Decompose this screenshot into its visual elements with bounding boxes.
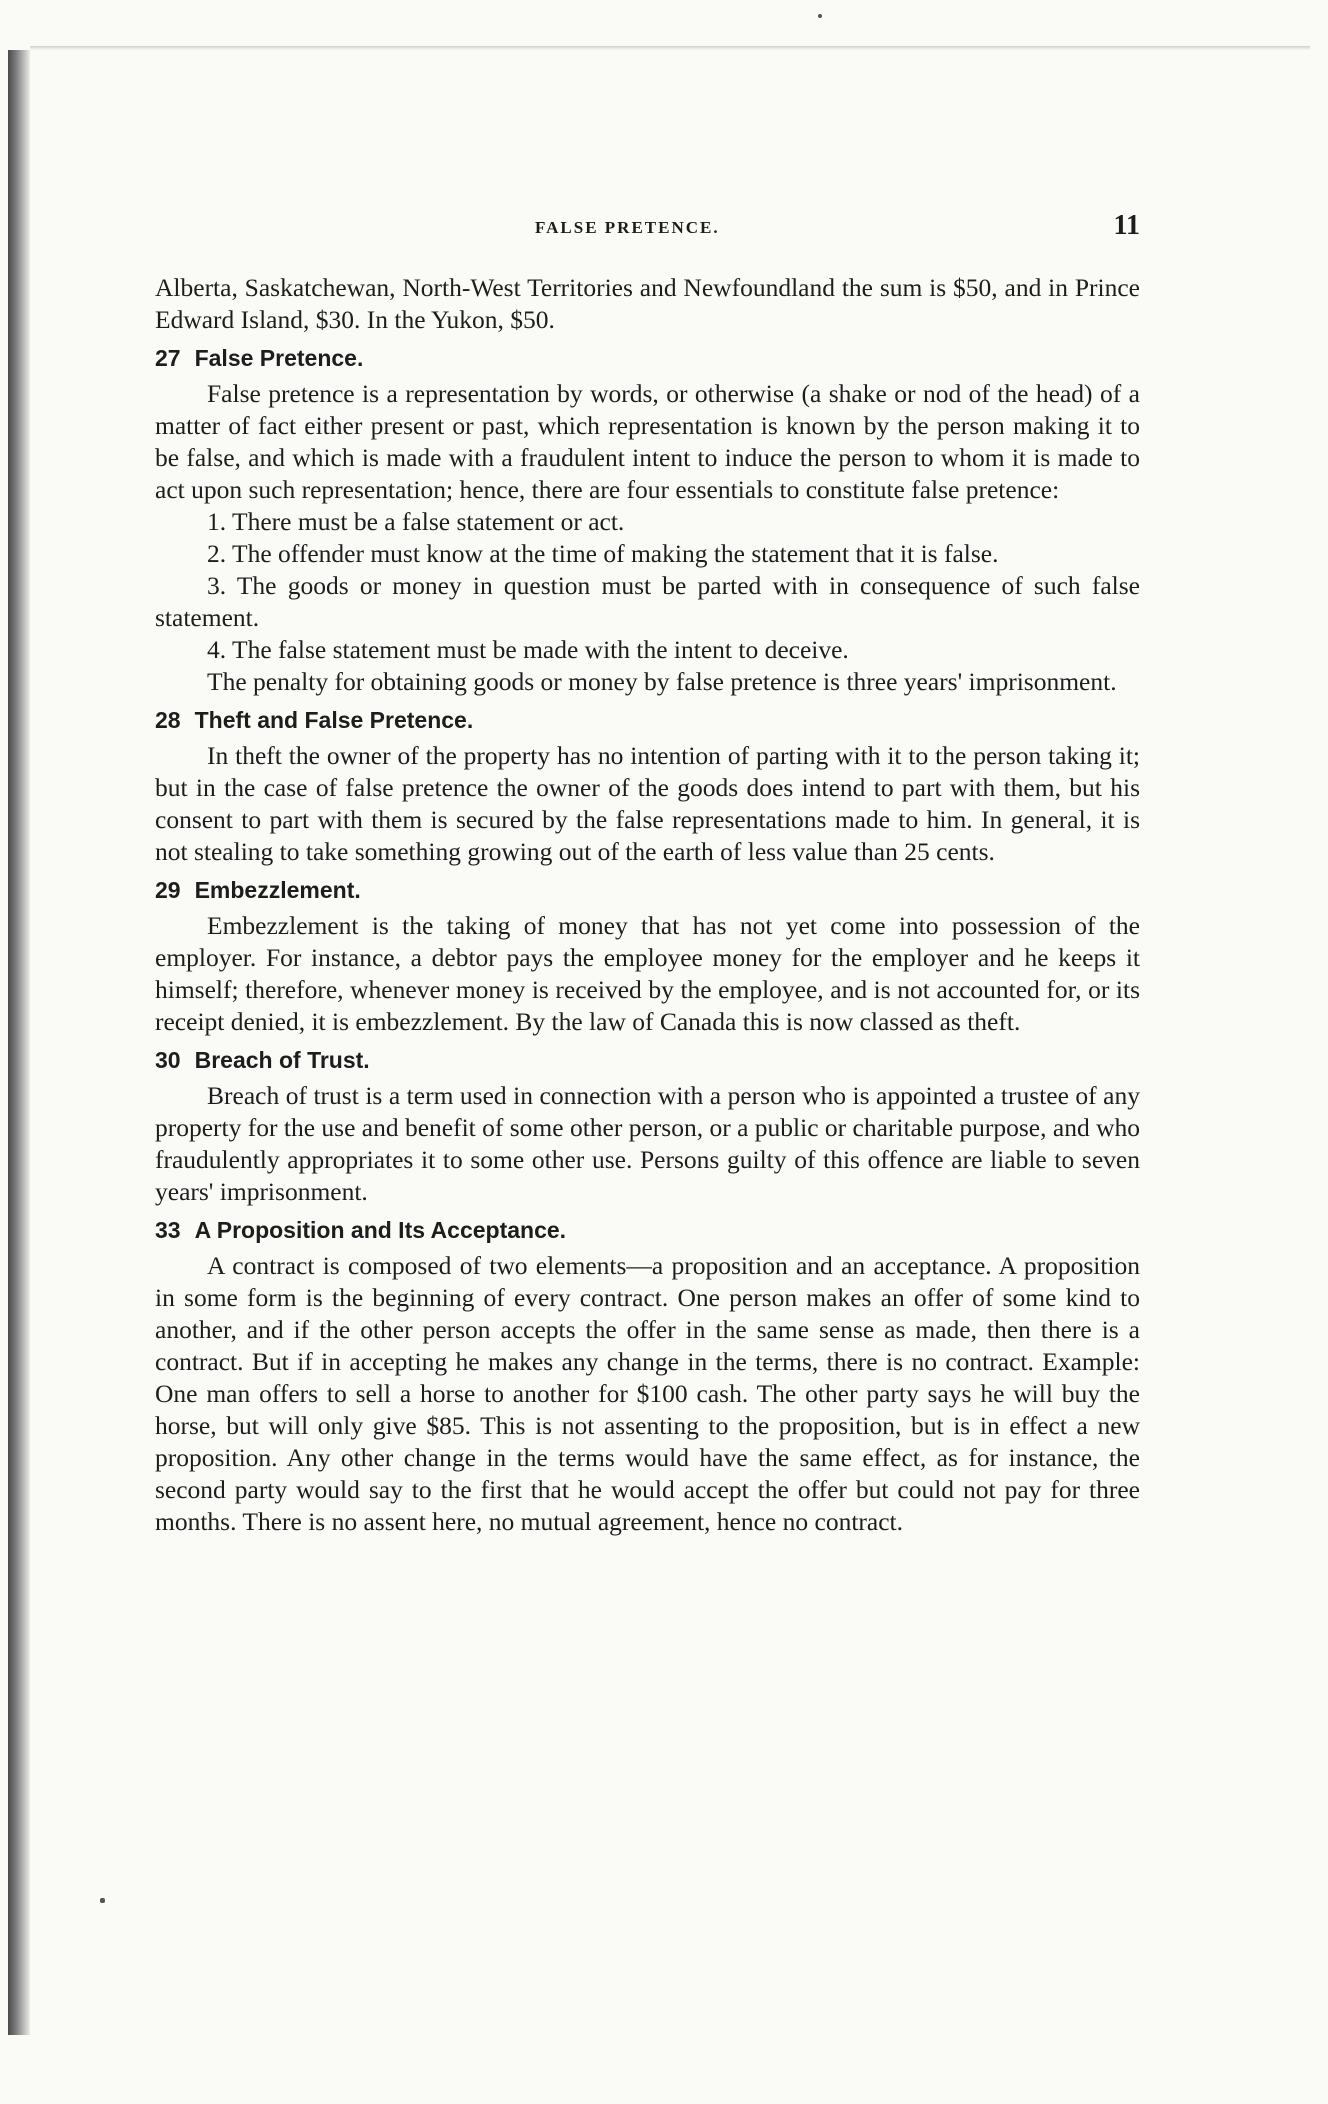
- list-item: 4. The false statement must be made with the intent to deceive.: [207, 635, 849, 664]
- paragraph: False pretence is a representation by words, or otherwise (a shake or nod of the head) of a matter of fact either present or past, which representation is known by the person making it to be false, and which is made with a fraudulent intent to induce the person to whom it is made to act upon such representation; hence, there are four essentials to constitute false pretence:: [155, 379, 1140, 504]
- paragraph: Breach of trust is a term used in connection with a person who is appointed a trustee of any property for the use and benefit of some other person, or a public or charitable purpose, and who fraudulently appropriates it to some other use. Persons guilty of this offence are liable to seven years' imprisonment.: [155, 1081, 1140, 1206]
- scan-speck: [818, 14, 822, 18]
- section-heading-30: [155, 1044, 1140, 1076]
- scan-binding-edge: [8, 50, 30, 2035]
- scan-top-edge: [30, 46, 1310, 50]
- section-number: 28: [155, 707, 181, 733]
- scan-speck: [100, 1898, 105, 1903]
- section-number: 27: [155, 345, 181, 371]
- book-page: [155, 210, 1140, 1538]
- section-title: Theft and False Pretence.: [194, 707, 474, 733]
- page-number: 11: [1113, 210, 1140, 241]
- paragraph: The penalty for obtaining goods or money by false pretence is three years' imprisonment.: [207, 667, 1117, 696]
- section-heading-33: [155, 1214, 1140, 1246]
- section-title: Embezzlement.: [194, 877, 361, 903]
- section-number: 30: [155, 1047, 181, 1073]
- section-heading-29: [155, 874, 1140, 906]
- running-title: FALSE PRETENCE.: [535, 218, 720, 237]
- section-number: 33: [155, 1217, 181, 1243]
- paragraph: Embezzlement is the taking of money that has not yet come into possession of the employer. For instance, a debtor pays the employee money for the employer and he keeps it himself; therefore, whenever money is received by the employee, and is not accounted for, or its receipt denied, it is embezzlement. By the law of Canada this is now classed as theft.: [155, 911, 1140, 1036]
- section-number: 29: [155, 877, 181, 903]
- running-head: [155, 210, 1140, 250]
- section-title: Breach of Trust.: [194, 1047, 370, 1073]
- section-title: False Pretence.: [194, 345, 364, 371]
- paragraph: A contract is composed of two elements—a proposition and an acceptance. A proposition in some form is the beginning of every contract. One person makes an offer of some kind to another, and if the other person accepts the offer in the same sense as made, then there is a contract. But if in accepting he makes any change in the terms, there is no contract. Example: One man offers to sell a horse to another for $100 cash. The other party says he will buy the horse, but will only give $85. This is not assenting to the proposition, but is in effect a new proposition. Any other change in the terms would have the same effect, as for instance, the second party would say to the first that he would accept the offer but could not pay for three months. There is no assent here, no mutual agreement, hence no contract.: [155, 1251, 1140, 1536]
- list-item: 3. The goods or money in question must be parted with in consequence of such false statement.: [155, 571, 1140, 632]
- paragraph: In theft the owner of the property has no intention of parting with it to the person taking it; but in the case of false pretence the owner of the goods does intend to part with them, but his consent to part with them is secured by the false representations made to him. In general, it is not stealing to take something growing out of the earth of less value than 25 cents.: [155, 741, 1140, 866]
- section-title: A Proposition and Its Acceptance.: [194, 1217, 567, 1243]
- section-heading-28: [155, 704, 1140, 736]
- list-item: 2. The offender must know at the time of making the statement that it is false.: [207, 539, 999, 568]
- continued-paragraph: Alberta, Saskatchewan, North-West Territories and Newfoundland the sum is $50, and in Prince Edward Island, $30. In the Yukon, $50.: [155, 273, 1140, 334]
- list-item: 1. There must be a false statement or act.: [207, 507, 625, 536]
- section-heading-27: [155, 342, 1140, 374]
